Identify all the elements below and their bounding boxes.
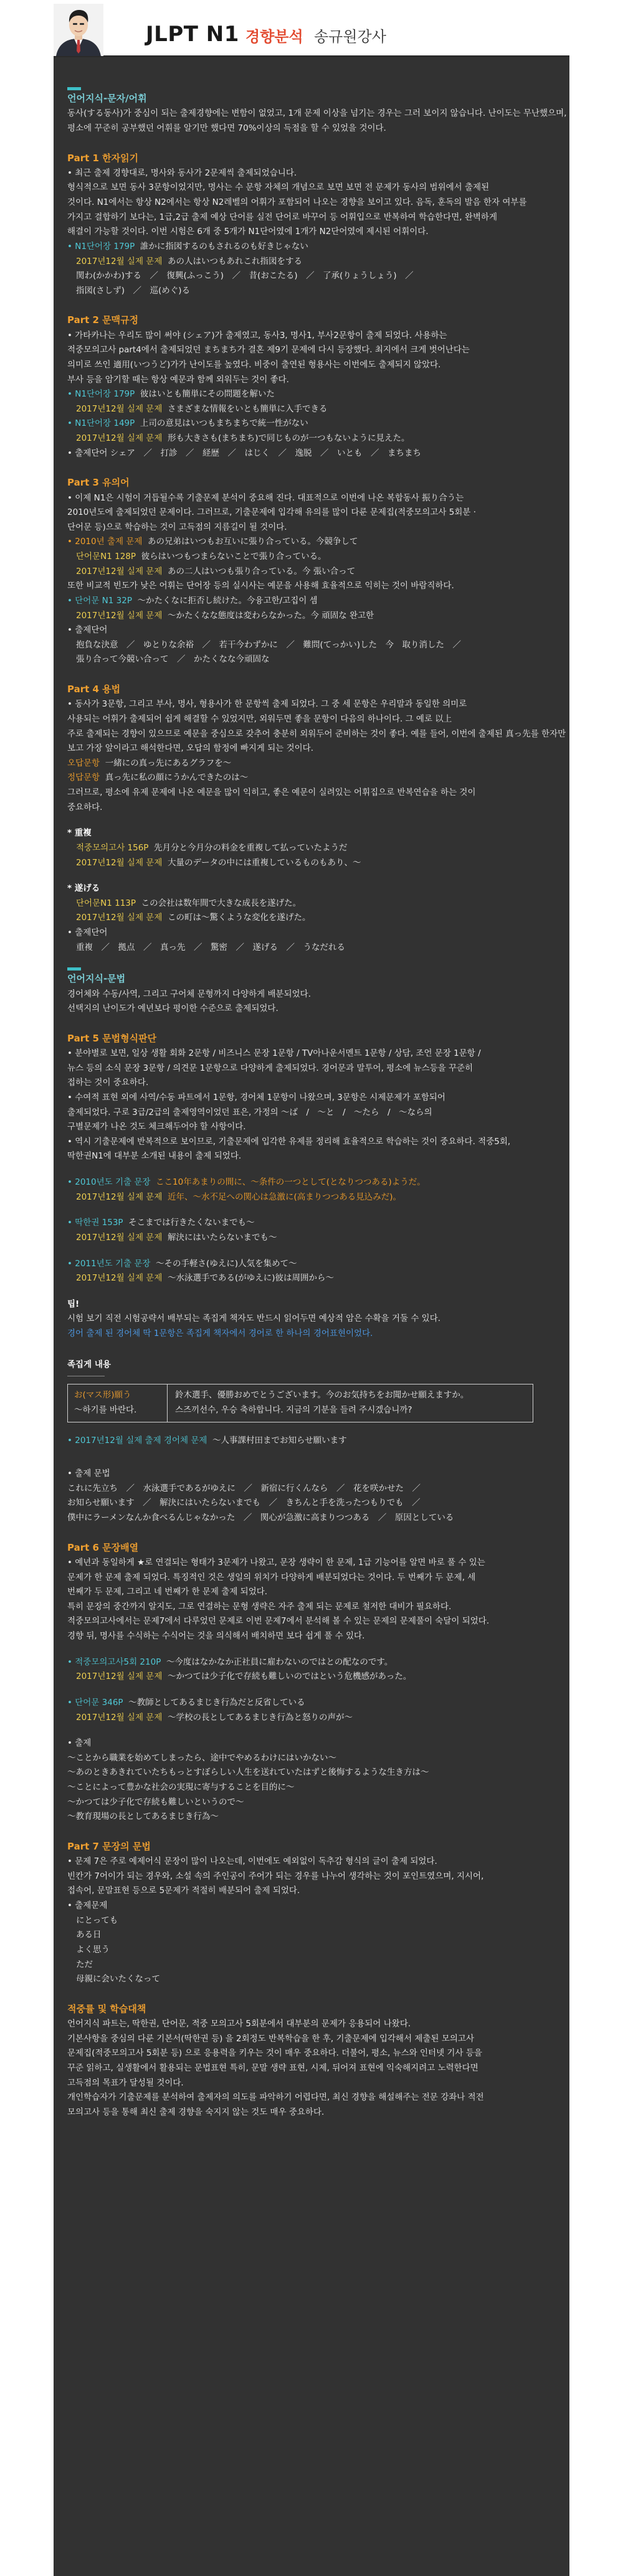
reference-sentence: 〜かたくなに拒否し続けた。今융고한/고집이 셈 [137, 595, 318, 606]
part-text-line: 구별문제가 나온 것도 체크해두어야 할 사항이다. [67, 1122, 246, 1132]
exam-label: 2017년12월 실제 문제 [76, 1671, 163, 1682]
instructor-photo [54, 4, 103, 56]
summary-line: 꾸준 읽하고, 실생활에서 활용되는 문법표현 특히, 문말 생략 표현, 시제, 뒤어져 표현에 익숙해지려고 노력한다면 [67, 2062, 478, 2073]
part-text-line: • 예년과 동일하게 ★로 연결되는 형태가 3문제가 나왔고, 문장 생략이 한 문제, 1급 기능어를 알면 바로 풀 수 있는 [67, 1557, 485, 1568]
exam-sentence: 〜水泳選手である(がゆえに)彼は周囲から〜 [167, 1273, 335, 1284]
part-text-line: • 동사가 3문항, 그리고 부사, 명사, 형용사가 한 문항씩 출제 되었다. 그 중 세 문항은 우리말과 동일한 의미로 [67, 699, 467, 710]
summary-line: 언어지식 파트는, 딱한권, 단어문, 적중 모의고사 5회분에서 대부분의 문제가 응용되어 나왔다. [67, 2019, 411, 2029]
exam-label: 2017년12월 실제 문제 [76, 1232, 163, 1243]
exam-line [67, 1670, 556, 1685]
part-title: Part 1 한자읽기 [67, 152, 139, 164]
reference-line [67, 387, 556, 402]
exam-line [67, 1231, 556, 1246]
part-text-line: 빈칸가 7어이가 되는 경우와, 소설 속의 주인공이 주어가 되는 경우를 나누어 생각하는 것이 포인트였으며, 지시어, [67, 1871, 484, 1881]
word-list: 関わ(かかわ)する ／ 復興(ふっこう) ／ 昔(おこたる) ／ 了承(りょうしょう) ／ [76, 271, 414, 281]
part-text-line: 그러므로, 평소에 유제 문제에 나온 예문을 많이 익히고, 좋은 예문이 실려있는 어휘집으로 반복연습을 하는 것이 [67, 787, 476, 797]
exam-sentence: 大量のデータの中には重複しているものもあり、〜 [167, 857, 361, 868]
summary-line: 모의고사 등을 통해 최신 출제 경향을 숙지지 않는 것도 매우 중요하다. [67, 2107, 325, 2117]
reference-source: • N1단어장 179P [67, 241, 135, 251]
reference-source: • N1단어장 179P [67, 389, 135, 400]
question-item: 〜ことによって豊かな社会の実現に寄与することを目的に〜 [67, 1782, 295, 1792]
reference-sentence: ここ10年あまりの間に、〜条件の一つとして(となりつつある)ようだ。 [156, 1177, 426, 1187]
section-intro-line: 경어체와 수동/사역, 그리고 구어체 문형까지 다양하게 배분되었다. [67, 989, 311, 999]
part-text-line: 뉴스 등의 소식 문장 3문항 / 의견문 1문항으로 다양하게 출제되었다. 경어문과 말투어, 평소에 뉴스등을 꾸준히 [67, 1063, 473, 1073]
exam-label: 2017년12월 실제 문제 [76, 566, 163, 576]
word-list: • 출제단어 シェア ／ 打診 ／ 経歴 ／ はじく ／ 逸脱 ／ いとも ／ まちまち [67, 448, 421, 458]
reference-source: • 2010년도 기출 문장 [67, 1177, 151, 1187]
exam-label: 2017년12월 실제 문제 [76, 1273, 163, 1284]
instructor-name: 송규원강사 [314, 28, 386, 45]
keigo-box [67, 1384, 533, 1422]
reference-sentence: 〜今度はなかなか正社員に雇わないのではとの配なのです。 [166, 1657, 393, 1667]
part-text-line: 보고 가장 앞이라고 해석한다면, 오답의 함정에 빠지게 되는 것이다. [67, 743, 314, 754]
content-panel [54, 57, 569, 2576]
summary-line: 고득점의 목표가 달성될 것이다. [67, 2077, 184, 2088]
reference-line [67, 1175, 556, 1190]
exam-sentence: 〜かつては少子化で存続も難しいのではという危機感があった。 [167, 1671, 412, 1682]
question-list-heading: • 출제 [67, 1738, 92, 1749]
exam-line [67, 911, 556, 926]
section-intro-line: 평소에 꾸준히 공부했던 어휘를 알기만 했다면 70%이상의 득점을 할 수 있었을 것이다. [67, 123, 386, 133]
question-item: 〜あのときあきれていたちもっとすぼらしい人生を送れていたはずと後悔するような生き方は〜 [67, 1767, 429, 1778]
tip-line-highlight: 경어 출제 된 경어체 딱 1문항은 족집게 책자에서 경어로 한 하나의 경어표현이었다. [67, 1328, 373, 1338]
reference-sentence: 〜教師としてあるまじき行為だと反省している [128, 1697, 305, 1708]
word-heading: * 重複 [67, 828, 92, 839]
grammar-list-heading: • 출제 문법 [67, 1469, 110, 1479]
reference-source: • 2017년12월 실제 출제 경어체 문제 [67, 1435, 207, 1445]
exam-label: 2017년12월 실제 문제 [76, 610, 163, 621]
word-item: 母親に会いたくなって [76, 1974, 160, 1985]
exam-sentence: 彼らはいつもつまらないことで張り合っている。 [141, 552, 326, 562]
correct-answer-label: 정답문항 [67, 773, 100, 783]
summary-line: 개인학습자가 기출문제를 분석하여 출제자의 의도를 파악하기 어렵다면, 최신 경향을 해설해주는 전문 강좌나 적전 [67, 2092, 484, 2103]
reference-line [67, 1434, 556, 1449]
exam-line [67, 609, 556, 624]
word-item: ある日 [76, 1930, 102, 1940]
exam-label: 2017년12월 실제 문제 [76, 256, 163, 266]
keigo-pattern: お(マス形)願う [74, 1390, 131, 1401]
reference-sentence: 彼はいとも簡単にその問題を解いた [140, 389, 275, 400]
exam-label: 2017년12월 실제 문제 [76, 1712, 163, 1723]
reference-line [67, 240, 556, 255]
exam-sentence: 解決にはいたらないまでも〜 [167, 1232, 277, 1243]
reference-source: • N1단어장 149P [67, 418, 135, 429]
part-text-line: 적중모의고사에서는 문제7에서 다루었던 문제로 이번 문제7에서 분석해 볼 수 있는 문제의 문제풀이 숙달이 되었다. [67, 1616, 490, 1627]
grammar-list: 僕中にラーメンなんか食べるんじゃなかった ／ 関心が急激に高まりつつある ／ 原因としている [67, 1513, 454, 1523]
reference-source: • 2011년도 기출 문장 [67, 1258, 151, 1269]
part-text-line: 특히 문장의 중간까지 알지도, 그로 연결하는 문형 생략은 자주 출제 되는 문제로 철저한 대비가 필요하다. [67, 1601, 452, 1612]
reference-line [67, 1655, 556, 1670]
part-text-line: • 문제 7은 주로 예제어식 문장이 많이 나오는데, 이번에도 예외없이 독추감 형식의 글이 출제 되었다. [67, 1856, 437, 1867]
exam-label: 적중모의고사 156P [76, 842, 149, 853]
part-text-line: • 수여적 표현 외에 사역/수동 파트에서 1문항, 경어체 1문항이 나왔으며, 3문항은 시제문제가 포함되어 [67, 1092, 445, 1102]
part-text-line: 접하는 것이 중요하다. [67, 1078, 149, 1088]
exam-label: 단어문N1 128P [76, 552, 136, 562]
exam-label: 2017년12월 실제 문제 [76, 913, 163, 923]
part-text-line: 적중모의고사 part4에서 출제되었던 まちまち가 결혼 제9기 문제에 다시 등장했다. 최지에서 크게 벗어난다는 [67, 345, 470, 355]
page-subtitle: 경향분석 [245, 28, 303, 45]
exam-sentence: 〜かたくなな態度は変わらなかった。今 頑固な 완고한 [167, 610, 374, 621]
exam-sentence: 〜学校の長としてあるまじき行為と怒りの声が〜 [167, 1712, 353, 1723]
word-list: 指図(さしず) ／ 巡(めぐ)る [76, 285, 191, 296]
part-title: Part 2 문맥규정 [67, 314, 139, 326]
question-item: 〜かつては少子化で存続も難しいというので〜 [67, 1797, 244, 1807]
reference-sentence: 〜その手軽さ(ゆえに)人気を集めて〜 [156, 1258, 297, 1269]
exam-sentence: 近年、〜水不足への関心は急激に(高まりつつある見込みだ)。 [167, 1192, 402, 1202]
word-list: 重複 ／ 拠点 ／ 真っ先 ／ 驚密 ／ 遂げる ／ うなだれる [76, 942, 345, 952]
exam-label: 단어문N1 113P [76, 898, 136, 908]
exam-line [67, 856, 556, 871]
part-text-line: 또한 비교적 빈도가 낮은 어휘는 단어장 등의 실시사는 예문을 사용해 효율적으로 익히는 것이 바람직하다. [67, 581, 454, 591]
exam-line [67, 550, 556, 565]
part-text-line: 중요하다. [67, 802, 103, 812]
part-text-line: 것이다. N1에서는 항상 N2에서는 항상 N2레벨의 어휘가 포함되어 나오는 경향을 보이고 있다. 음독, 훈독의 발음 한자 여부를 [67, 197, 527, 207]
reference-line [67, 1696, 556, 1711]
exam-sentence: この町は〜驚くような変化を遂げた。 [167, 913, 311, 923]
keigo-example-translation: 스즈끼선수, 우승 축하합니다. 지금의 기분을 들려 주시겠습니까? [175, 1404, 412, 1415]
exam-sentence: 形も大きさも(まちまち)で同じものが一つもないように見えた。 [167, 433, 410, 443]
grammar-list: お知らせ願います ／ 解決にはいたらないまでも ／ きちんと手を洗ったつもりでも ／ [67, 1498, 421, 1508]
tip-line: 시험 보기 직전 시험공략서 배부되는 족집게 책자도 반드시 읽어두면 예상적 암은 수확을 거둘 수 있다. [67, 1314, 441, 1324]
reference-sentence: 誰かに指図するのもされるのも好きじゃない [140, 241, 308, 251]
word-item: ただ [76, 1959, 93, 1970]
reference-source: • 단어문 346P [67, 1697, 123, 1708]
reference-line [67, 594, 556, 609]
reference-sentence: 〜人事課村田までお知らせ願います [212, 1435, 347, 1445]
section-intro-line: 동사(する동사)가 중심이 되는 출제경향에는 변함이 없었고, 1개 문제 이상을 넘기는 경우는 그러 보이지 않습니다. 난이도는 무난했으며, [67, 108, 567, 119]
word-list-label: • 출제문제 [67, 1901, 108, 1911]
word-list: 抱負な決意 ／ ゆとりな余裕 ／ 若干今わずかに ／ 難問(てっかい)した 今 取り消した ／ [76, 639, 462, 650]
exam-line [67, 255, 556, 270]
part-title: Part 5 문법형식판단 [67, 1032, 157, 1044]
exam-line [67, 841, 556, 856]
reference-source: • 적중모의고사5회 210P [67, 1657, 161, 1667]
keigo-example-cell [168, 1384, 533, 1421]
reference-source: • 단어문 N1 32P [67, 595, 132, 606]
exam-line [67, 1711, 556, 1726]
word-heading: * 遂げる [67, 883, 100, 894]
summary-line: 문제집(적중모의고사 5회분 등) 으로 응용력을 키우는 것이 매우 중요하다. 더불어, 평소, 뉴스와 인터넷 기사 등을 [67, 2048, 482, 2059]
keigo-pattern-meaning: 〜하기를 바란다. [74, 1404, 137, 1415]
part-title: Part 4 용법 [67, 684, 121, 695]
reference-sentence: 上司の意見はいつもまちまちで統一性がない [140, 418, 308, 429]
part-text-line: 출제되었다. 구로 3급/2급의 출제영역이었던 표은, 가정의 〜ば / 〜と / 〜たら / 〜なら의 [67, 1107, 432, 1117]
reference-line [67, 1257, 556, 1272]
section-intro-line: 선택지의 난이도가 예년보다 평이한 수준으로 출제되었다. [67, 1004, 278, 1014]
exam-sentence: あの二人はいつも張り合っている。今 張い合って [167, 566, 356, 576]
part-text-line: 해결이 가능할 것이다. 이번 시험은 6개 중 5개가 N1단어였에 1개가 N2단어였에 제시된 어휘이다. [67, 227, 429, 237]
part-text-line: 형식적으로 보면 동사 3문항이었지만, 명사는 수 문항 자체의 개념으로 보면 보면 전 문제가 동사의 범위에서 출제된 [67, 182, 490, 193]
answer-line [67, 756, 556, 771]
word-list: 張り合って今競い合って ／ かたくなな今頑固な [76, 654, 270, 665]
word-item: よく思う [76, 1944, 110, 1955]
part-text-line: 경향 뒤, 명사를 수식하는 수식어는 것을 의식해서 배치하면 보다 쉽게 풀 수 있다. [67, 1631, 365, 1641]
exam-sentence: この会社は数年間で大きな成長を遂げた。 [141, 898, 302, 908]
word-item: にとっても [76, 1915, 118, 1925]
part-text-line: 접속어, 문말표현 등으로 5문제가 적절히 배분되어 출제 되었다. [67, 1886, 300, 1896]
wrong-answer-text: 一緒にの真っ先にあるグラフを〜 [105, 758, 232, 768]
exam-sentence: あの人はいつもあれこれ指図をする [167, 256, 302, 266]
reference-sentence: あの兄弟はいつもお互いに張り合っている。今競争して [148, 537, 358, 547]
exam-line [67, 565, 556, 580]
part-text-line: • 역시 기출문제에 반복적으로 보이므로, 기출문제에 입각한 유제를 정리해 효율적으로 학습하는 것이 중요하다. 적중5회, [67, 1136, 511, 1147]
avatar [54, 4, 103, 56]
part-text-line: • 분야별로 보면, 일상 생활 회화 2문항 / 비즈니스 문장 1문항 / TV아나운서멘트 1문항 / 상담, 조언 문장 1문항 / [67, 1048, 481, 1058]
correct-answer-text: 真っ先に私の顔にうかんできたのは〜 [105, 773, 249, 783]
keigo-example: 鈴木選手、優勝おめでとうございます。今のお気持ちをお聞かせ願えますか。 [175, 1390, 469, 1401]
exam-line [67, 1271, 556, 1286]
part-text-line: 의미로 쓰인 適用(いつうど)가가 난이도를 높였다. 비중이 출연된 형용사는 이번에도 출제되지 않았다. [67, 359, 441, 370]
word-list-label: • 출제단어 [67, 928, 108, 938]
part-text-line: 문제가 한 문제 출제 되었다. 특징적인 것은 생일의 위치가 다양하게 배분되었다는 것이다. 두 번째가 두 문제, 세 [67, 1572, 476, 1582]
part-text-line: 번째가 두 문제, 그리고 네 번째가 한 문제 출제 되었다. [67, 1587, 268, 1597]
part-text-line: 주로 출제되는 경향이 있으므로 예문을 중심으로 갖추어 충분히 외워두어 준비하는 것이 좋다. 예를 들어, 이번에 출제된 真っ先를 한자만 [67, 728, 566, 739]
section-heading-grammar: 언어지식-문법 [67, 973, 126, 985]
part-text-line: 2010년도에 출제되었던 문제이다. 그러므로, 기출문제에 입각해 유의를 많이 다룬 문제집(적중모의고사 5회분 · [67, 507, 477, 518]
exam-label: 2017년12월 실제 문제 [76, 857, 163, 868]
part-title: Part 6 문장배열 [67, 1541, 139, 1553]
reference-sentence: そこまでは行きたくないまでも〜 [128, 1218, 255, 1228]
exam-label: 2017년12월 실제 문제 [76, 1192, 163, 1202]
word-list-label: • 출제단어 [67, 625, 108, 636]
exam-line [67, 402, 556, 417]
part-text-line: 사용되는 어휘가 출제되어 쉽게 해결할 수 있었지만, 외워두면 좋을 문항이 다음의 하나이다. 그 예로 以上 [67, 713, 452, 724]
reference-line [67, 1216, 556, 1231]
section-heading-vocab: 언어지식-문자/어휘 [67, 93, 147, 104]
reference-source: • 딱한권 153P [67, 1218, 123, 1228]
reference-line [67, 535, 556, 550]
exam-line [67, 431, 556, 446]
exam-sentence: 先月分と今月分の料金を重複して払っていたようだ [154, 842, 348, 853]
part-text-line: 단어문 등)으로 학습하는 것이 고득점의 지름길이 될 것이다. [67, 522, 287, 532]
part-title: Part 3 유의어 [67, 477, 130, 489]
part-text-line: • 최근 출제 경향대로, 명사와 동사가 2문제씩 출제되었습니다. [67, 167, 297, 178]
question-item: 〜教育現場の長としてあるまじき行為〜 [67, 1812, 219, 1822]
header [54, 0, 569, 57]
exam-line [67, 896, 556, 911]
wrong-answer-label: 오답문항 [67, 758, 100, 768]
summary-title: 적중률 및 학습대책 [67, 2003, 146, 2014]
exam-label: 2017년12월 실제 문제 [76, 433, 163, 443]
exam-line [67, 1190, 556, 1205]
answer-line [67, 771, 556, 786]
part-text-line: 가지고 결합하기 보다는, 1급,2급 출제 예상 단어를 실전 단어로 바꾸어 등 어휘입으로 반복하여 학습한다면, 완벽하게 [67, 212, 498, 222]
part-text-line: • 가타카나는 우리도 많이 써야 (シェア)가 출제였고, 동사3, 명사1, 부사2문항이 출제 되었다. 사용하는 [67, 330, 447, 341]
exam-label: 2017년12월 실제 문제 [76, 403, 163, 414]
exam-sentence: さまざまな情報をいとも簡単に入手できる [167, 403, 328, 414]
grammar-list: これに先立ち ／ 水泳選手であるがゆえに ／ 新宿に行くんなら ／ 花を咲かせた ／ [67, 1483, 421, 1493]
part-text-line: 딱한권N1에 대부분 소개된 내용이 출제 되었다. [67, 1151, 242, 1162]
tip-heading: 팁! [67, 1299, 80, 1309]
reference-source: • 2010년 출제 문제 [67, 537, 143, 547]
part-text-line: • 이제 N1은 시험이 거듭될수록 기출문제 분석이 중요해 진다. 대표적으로 이번에 나온 복합동사 振り合う는 [67, 492, 464, 503]
summary-line: 기본사항을 중심의 다룬 기본서(딱한권 등) 을 2회정도 반복학습을 한 후, 기출문제에 입각해서 제출된 모의고사 [67, 2033, 475, 2044]
keigo-title: 족집게 내용 [67, 1359, 111, 1370]
question-item: 〜ことから職業を始めてしまったら、途中でやめるわけにはいかない〜 [67, 1752, 336, 1763]
part-text-line: 부사 등을 암기할 때는 항상 예문과 함께 외워두는 것이 좋다. [67, 374, 289, 385]
page-title: JLPT N1 [146, 22, 239, 47]
keigo-pattern-cell [68, 1384, 168, 1421]
part-title: Part 7 문장의 문법 [67, 1840, 151, 1852]
reference-line [67, 416, 556, 431]
